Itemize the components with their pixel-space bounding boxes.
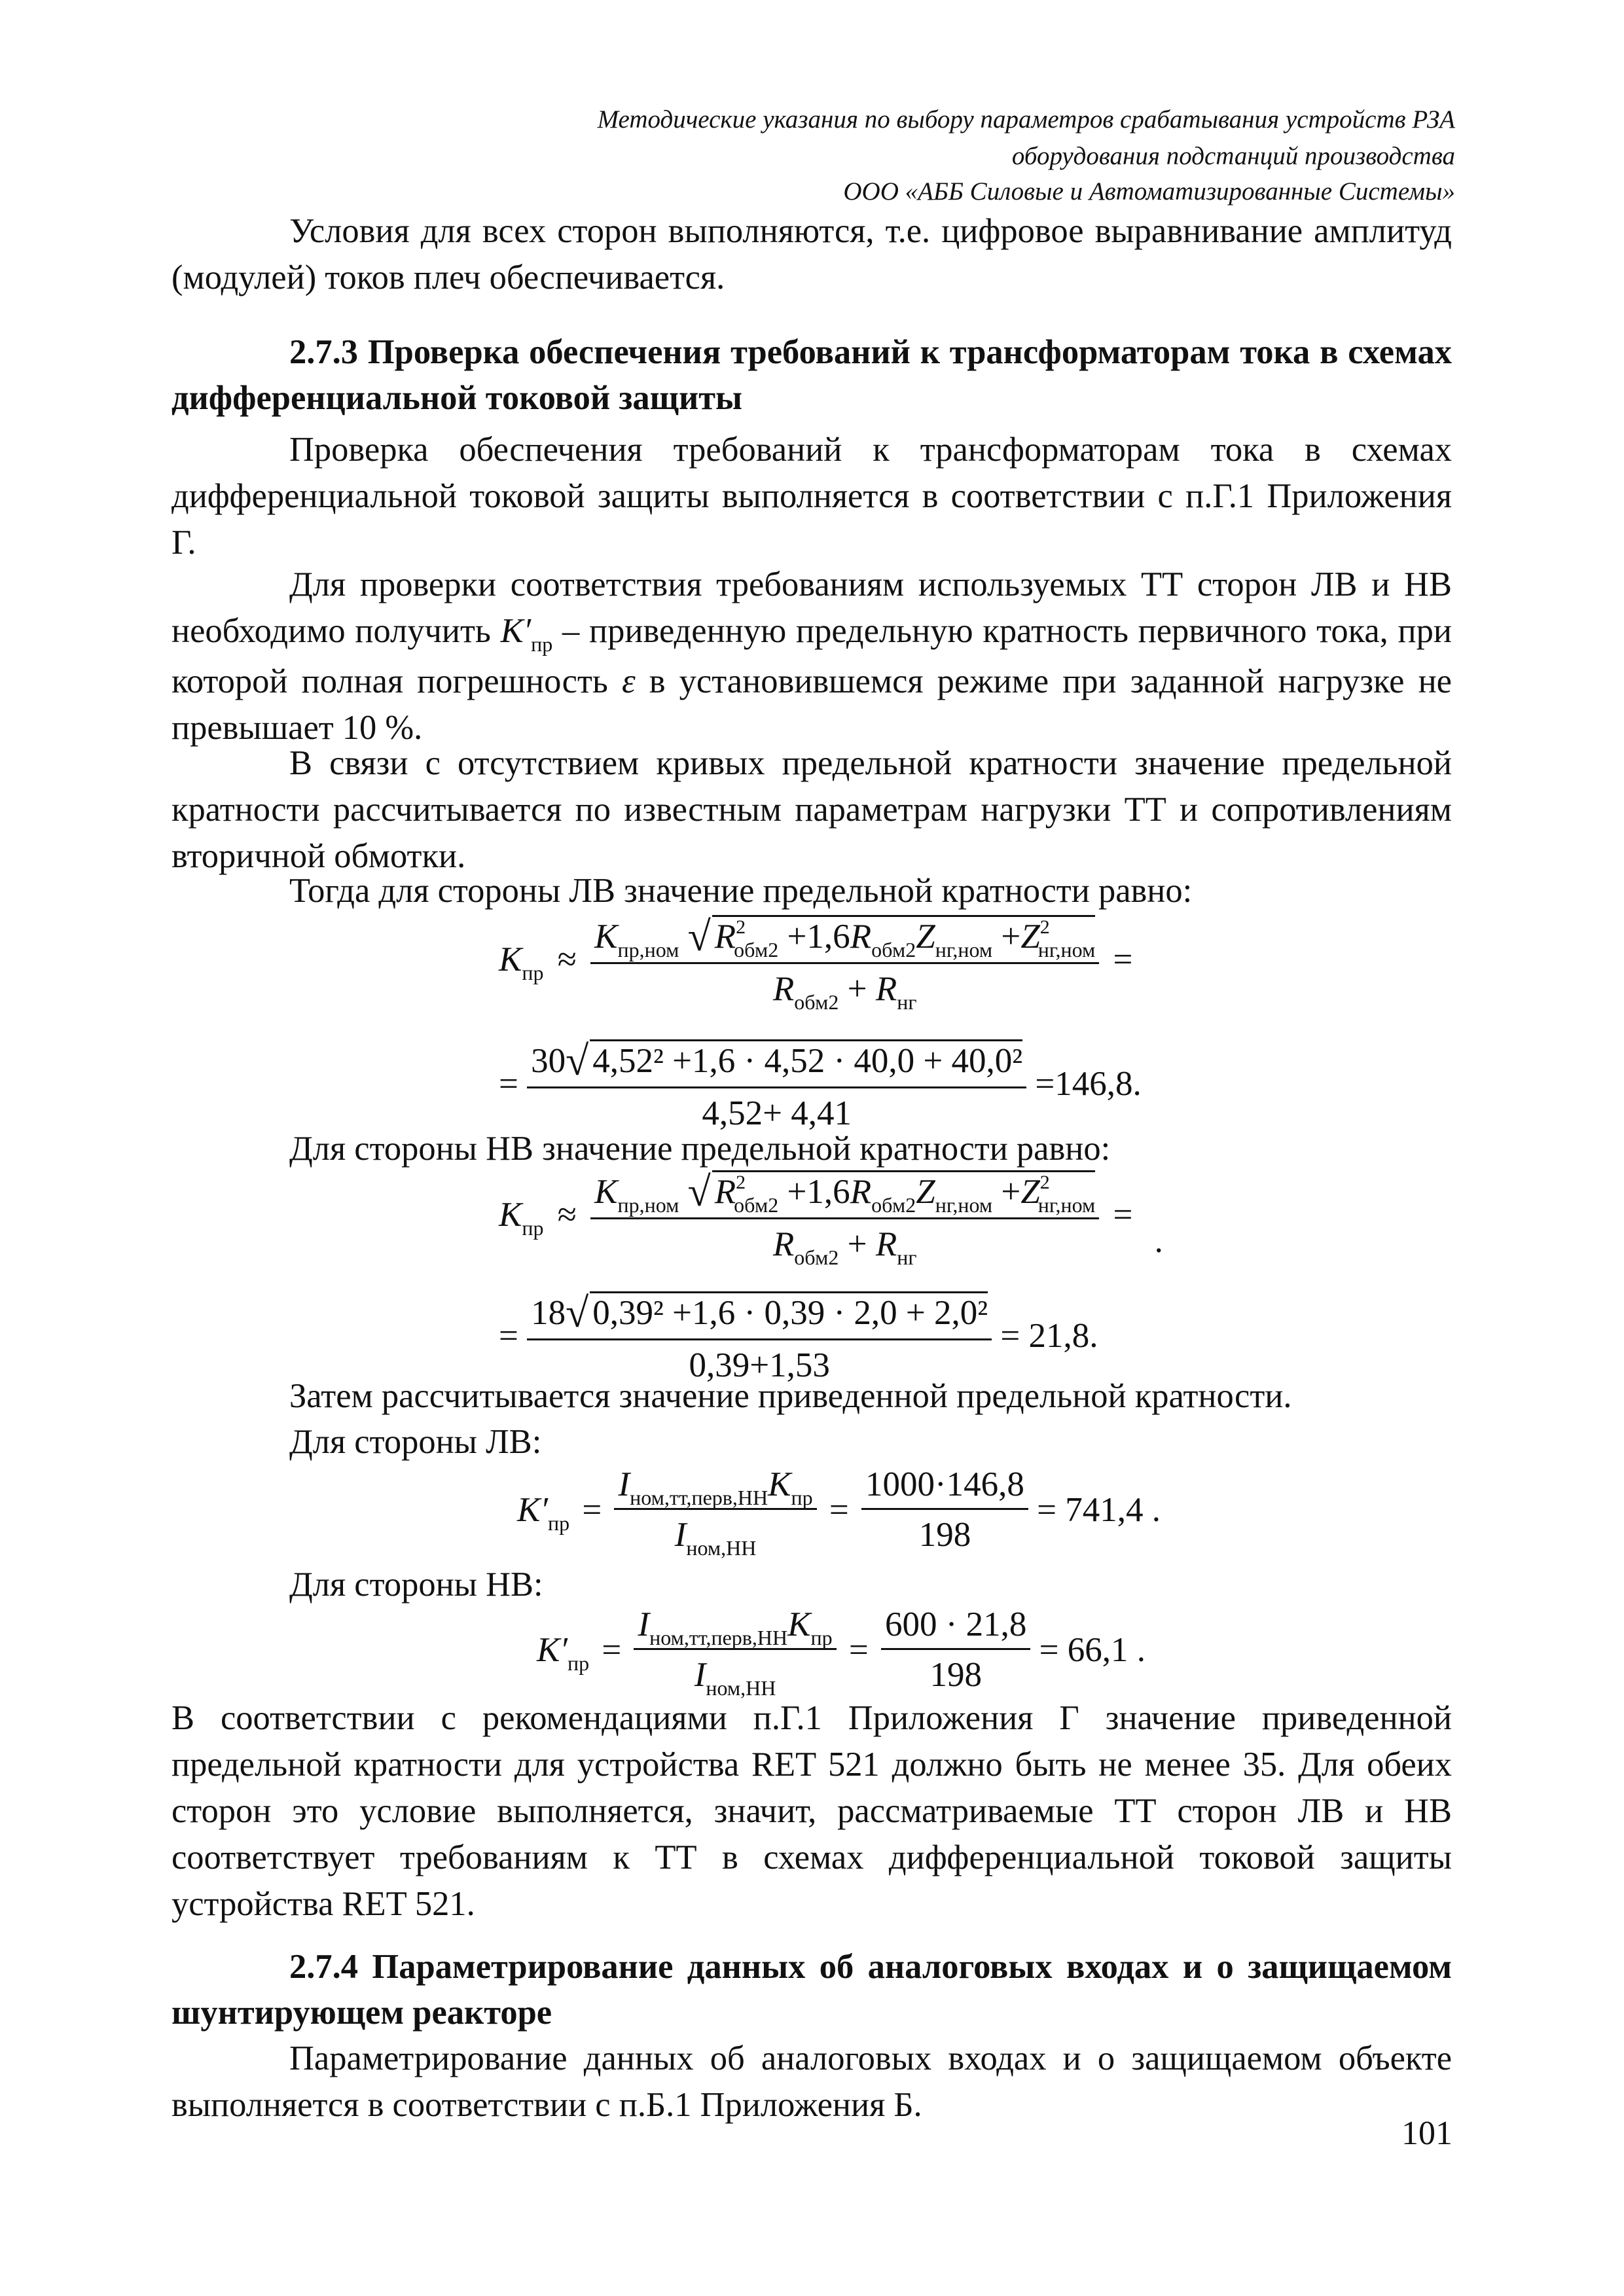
- formula-fraction: $\frac{K_{пр,ном} √ R^2_{обм2} +1,6R_{обм2}Z_{нг,ном} +Z^2_{нг,ном}}{R_{обм2} + R_{нг}}$: [590, 910, 1099, 1009]
- paragraph-no-curves: В связи с отсутствием кривых предельной кратности значение предельной кратности рассчитывается по известным параметрам нагрузки ТТ и сопротивлениям вторичной обмотки.: [171, 744, 1452, 875]
- formula-lhs: $K_{пр}$: [499, 940, 544, 984]
- paragraph-check-requirements: Проверка обеспечения требований к трансформаторам тока в схемах дифференциальной токовой защиты выполняется в соответствии с п.Г.1 Приложения Г.: [171, 431, 1452, 562]
- section-heading-2-7-3: 2.7.3 Проверка обеспечения требований к трансформаторам тока в схемах дифференциальной токовой защиты: [171, 333, 1452, 417]
- hv-intro-line: Для стороны НВ значение предельной кратности равно:: [289, 1130, 1111, 1168]
- formula-hv-general: $K_{пр}$ ≈ $\frac{K_{пр,ном} √ R^2_{обм2} +1,6R_{обм2}Z_{нг,ном} +Z^2_{нг,ном}}{R_{обм2} + R_{нг}}$ = .: [499, 1165, 1163, 1264]
- p2-before: Для проверки соответствия требованиям используемых ТТ сторон ЛВ и НВ необходимо получить: [171, 565, 1452, 650]
- k-prime-symbol: K′: [500, 612, 532, 650]
- formula-kpr-hv: $K'_{пр}$ = $\frac{I_{ном,тт,перв,НН}K_{пр}}{I_{ном,НН}}$ = $\frac{600 \cdot 21,8}{198}$ = 66,1 .: [537, 1605, 1146, 1700]
- k-prime-subscript: пр: [531, 632, 553, 656]
- lv-numeric-fraction: $\frac{\text{30√ 4,52² +1,6 · 4,52 · 40,0 + 40,0²}}{4,52+ 4,41}$: [527, 1034, 1026, 1133]
- p2-after: в установившемся режиме при заданной нагрузке не превышает 10 %.: [171, 662, 1452, 747]
- epsilon-symbol: ε: [621, 662, 636, 700]
- intro-paragraph: Условия для всех сторон выполняются, т.е. цифровое выравнивание амплитуд (модулей) токов плеч обеспечивается.: [171, 212, 1452, 296]
- running-header-line-3: ООО «АББ Силовые и Автоматизированные Системы»: [843, 177, 1455, 206]
- hv-side-label: Для стороны НВ:: [289, 1566, 543, 1604]
- running-header-line-2: оборудования подстанций производства: [1011, 142, 1455, 170]
- formula-kpr-lv: $K'_{пр}$ = $\frac{I_{ном,тт,перв,НН}K_{пр}}{I_{ном,НН}}$ = $\frac{1000\cdot 146,8}{198}$ = 741,4 .: [517, 1465, 1161, 1560]
- conclusion-paragraph: В соответствии с рекомендациями п.Г.1 Приложения Г значение приведенной предельной кратности для устройства RET 521 должно быть не менее 35. Для обеих сторон это условие выполняется, значит, рассматриваемые ТТ сторон ЛВ и НВ соответствует требованиям к ТТ в схемах дифференциальной токовой защиты устройства RET 521.: [171, 1699, 1452, 1923]
- p2-middle: – приведенную предельную кратность первичного тока, при которой полная погрешность: [171, 612, 1452, 700]
- hv-result: = 21,8.: [1000, 1316, 1098, 1355]
- then-line: Затем рассчитывается значение приведенной предельной кратности.: [289, 1377, 1292, 1415]
- running-header-line-1: Методические указания по выбору параметров срабатывания устройств РЗА: [597, 105, 1455, 134]
- lv-result: =146,8.: [1035, 1064, 1142, 1103]
- lv-intro-line: Тогда для стороны ЛВ значение предельной кратности равно:: [289, 872, 1193, 910]
- formula-hv-numeric: = $\frac{\text{18√ 0,39² +1,6 · 0,39 · 2,0 + 2,0²}}{0,39+1,53}$ = 21,8.: [499, 1286, 1098, 1385]
- lv-side-label: Для стороны ЛВ:: [289, 1423, 542, 1461]
- page-number: 101: [1401, 2115, 1453, 2152]
- analog-inputs-paragraph: Параметрирование данных об аналоговых входах и о защищаемом объекте выполняется в соответствии с п.Б.1 Приложения Б.: [171, 2039, 1452, 2124]
- paragraph-ct-check: [171, 562, 1452, 751]
- formula-lv-general: $K_{пр}$ ≈ $\frac{K_{пр,ном} √ R^2_{обм2} +1,6R_{обм2}Z_{нг,ном} +Z^2_{нг,ном}}{R_{обм2} + R_{нг}}$ =: [499, 910, 1132, 1009]
- section-heading-2-7-4: 2.7.4 Параметрирование данных об аналоговых входах и о защищаемом шунтирующем реакторе: [171, 1948, 1452, 2032]
- formula-lv-numeric: = $\frac{\text{30√ 4,52² +1,6 · 4,52 · 40,0 + 40,0²}}{4,52+ 4,41}$ =146,8.: [499, 1034, 1142, 1133]
